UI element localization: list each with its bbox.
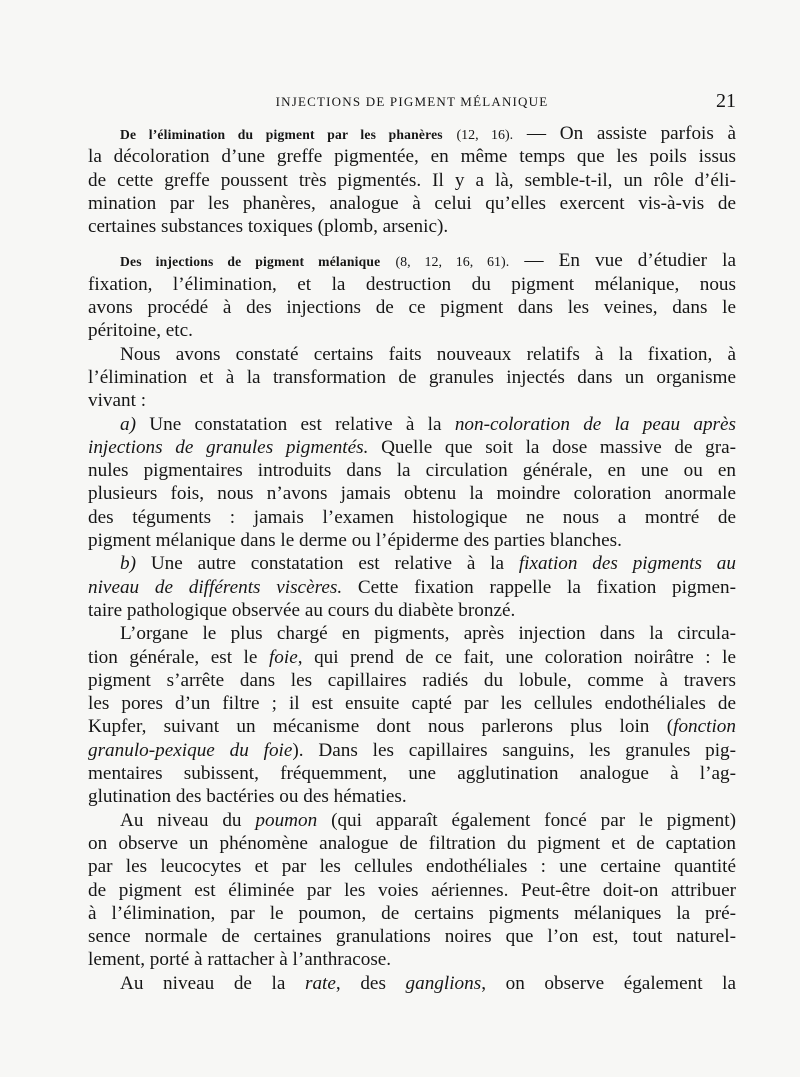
line-text: , des [335, 972, 406, 994]
italic-text: fixation des pigments au [518, 553, 736, 575]
section-heading: De l’élimination du pigment par les phanères [120, 127, 443, 142]
text-line: à l’élimination, par le poumon, de certains pigments mélaniques la pré- [88, 902, 736, 924]
text-line: mentaires subissent, fréquemment, une agglutination analogue à l’ag- [88, 763, 736, 785]
text-line: fixation, l’élimination, et la destruction du pigment mélanique, nous [88, 273, 736, 295]
text-line [88, 122, 736, 145]
section-heading: Des injections de pigment mélanique [120, 254, 381, 270]
item-label: a) [120, 413, 136, 435]
line-text: Au niveau de la [120, 972, 305, 994]
text-line: de cette greffe poussent très pigmentés. Il y a là, semble-t-il, un rôle d’éli- [88, 169, 736, 191]
text-line [88, 576, 736, 599]
line-text: Kupfer, suivant un mécanisme dont nous parlerons plus loin ( [88, 716, 674, 738]
text-line: L’organe le plus chargé en pigments, après injection dans la circula- [120, 623, 736, 645]
italic-text: rate [305, 972, 336, 994]
line-text: Au niveau du [120, 809, 256, 831]
italic-text: injections de granules pigmentés. [88, 436, 369, 458]
text-line: pigment mélanique dans le derme ou l’épiderme des parties blanches. [88, 530, 622, 552]
paragraph-a [88, 413, 736, 553]
text-line: par les leucocytes et par les cellules endothéliales : une certaine quantité [88, 856, 736, 878]
text-line: de pigment est éliminée par les voies aériennes. Peut-être doit-on attribuer [88, 879, 736, 901]
text-line: certaines substances toxiques (plomb, arsenic). [88, 216, 449, 238]
line-text: Cette fixation rappelle la fixation pigmen- [342, 576, 736, 598]
item-label: b) [120, 553, 136, 575]
text-line [88, 715, 736, 738]
text-line [88, 413, 736, 436]
text-line: des téguments : jamais l’examen histologique ne nous a montré de [88, 506, 736, 528]
italic-text: niveau de différents viscères. [88, 576, 343, 598]
paragraph-foie [88, 622, 736, 808]
text-line: plusieurs fois, nous n’avons jamais obtenu la moindre coloration anormale [88, 483, 736, 505]
section-injections [88, 249, 736, 342]
line-text: (qui apparaît également foncé par le pigment) [317, 809, 736, 831]
running-header [88, 90, 736, 114]
italic-text: granulo-pexique du foie [88, 739, 293, 761]
text-line: péritoine, etc. [88, 320, 193, 342]
section-elimination-phaneres [88, 122, 736, 238]
text-line: on observe un phénomène analogue de filtration du pigment et de captation [88, 832, 736, 854]
text-line: sence normale de certaines granulations noires que l’on est, tout naturel- [88, 926, 736, 948]
paragraph-faits-nouveaux [88, 343, 736, 413]
page-number: 21 [716, 90, 736, 112]
text-line: la décoloration d’une greffe pigmentée, en même temps que les poils issus [88, 146, 736, 168]
text-line: l’élimination et à la transformation de granules injectés dans un organisme [88, 366, 736, 388]
line-text: ). Dans les capillaires sanguins, les granules pig- [292, 739, 737, 761]
text-line: vivant : [88, 390, 147, 412]
section-refs: (8, 12, 16, 61). [395, 255, 510, 271]
paragraph-b [88, 552, 736, 622]
text-line: lement, porté à rattacher à l’anthracose. [88, 949, 392, 971]
page-body [88, 122, 736, 995]
text-line: glutination des bactéries ou des hématies. [88, 786, 407, 808]
text-line [88, 809, 736, 832]
section-refs: (12, 16). [456, 128, 514, 143]
text-line [88, 436, 736, 459]
paragraph-rate [88, 972, 736, 995]
italic-text: foie [268, 646, 298, 668]
text-line [88, 972, 736, 995]
text-line: Nous avons constaté certains faits nouveaux relatifs à la fixation, à [120, 343, 736, 365]
italic-text: ganglions [405, 972, 482, 994]
text-line: nules pigmentaires introduits dans la circulation générale, en une ou en [88, 460, 736, 482]
text-line: mination par les phanères, analogue à celui qu’elles exercent vis-à-vis de [88, 192, 736, 214]
line-text: tion générale, est le [88, 646, 269, 668]
line-text: — En vue d’étudier la [524, 250, 736, 272]
text-line [88, 646, 736, 669]
italic-text: non-coloration de la peau après [454, 413, 737, 435]
line-text: , on observe également la [481, 972, 736, 994]
text-line: pigment s’arrête dans les capillaires radiés du lobule, comme à travers [88, 669, 736, 691]
text-line [88, 552, 736, 575]
line-text: Une constatation est relative à la [135, 413, 455, 435]
text-line: taire pathologique observée au cours du diabète bronzé. [88, 599, 516, 621]
line-text: Une autre constatation est relative à la [135, 553, 519, 575]
italic-text: fonction [673, 716, 736, 738]
text-line: les pores d’un filtre ; il est ensuite capté par les cellules endothéliales de [88, 693, 736, 715]
text-line [88, 249, 736, 272]
text-line: avons procédé à des injections de ce pigment dans les veines, dans le [88, 297, 736, 319]
text-line [88, 739, 736, 762]
line-text: — On assiste parfois à [526, 123, 737, 144]
running-title: INJECTIONS DE PIGMENT MÉLANIQUE [275, 94, 549, 109]
line-text: Quelle que soit la dose massive de gra- [368, 436, 737, 458]
paragraph-poumon [88, 809, 736, 972]
italic-text: poumon [255, 809, 318, 831]
line-text: , qui prend de ce fait, une coloration noirâtre : le [297, 646, 737, 668]
